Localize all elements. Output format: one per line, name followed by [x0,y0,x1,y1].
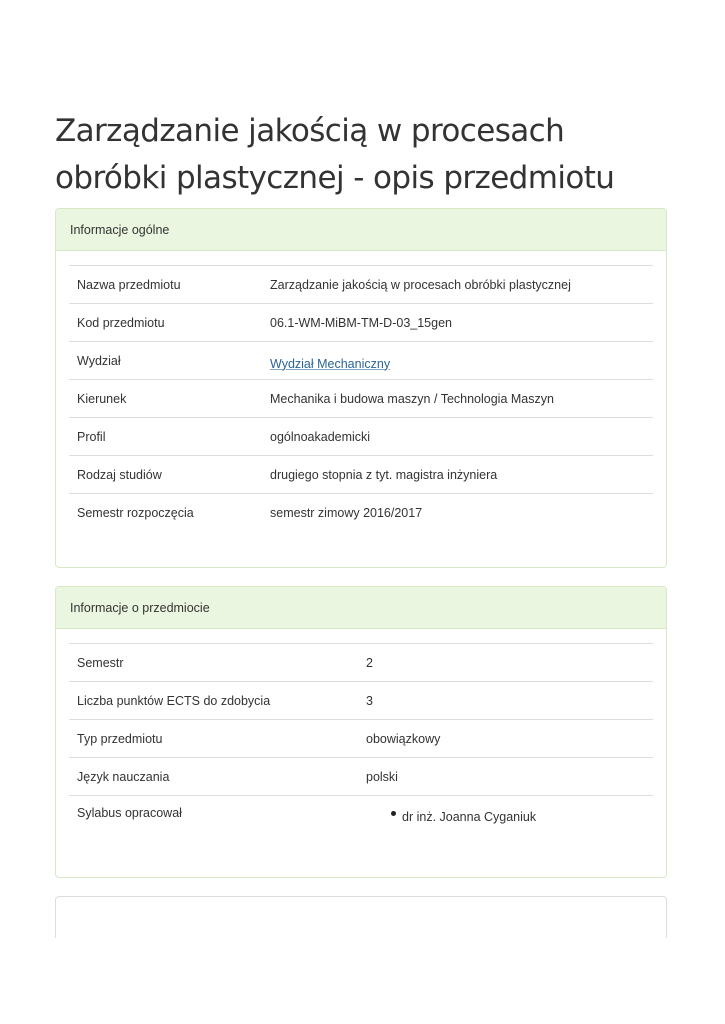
table-row [69,494,653,532]
general-info-table [69,265,653,532]
row-value: drugiego stopnia z tyt. magistra inżyniera [262,456,653,494]
table-row [69,644,653,682]
row-label: Typ przedmiotu [69,720,358,758]
next-panel [55,896,667,938]
table-row [69,266,653,304]
row-value: obowiązkowy [358,720,653,758]
row-value: Zarządzanie jakością w procesach obróbki plastycznej [262,266,653,304]
faculty-link[interactable]: Wydział Mechaniczny [270,356,391,371]
page-title: Zarządzanie jakością w procesach obróbki plastycznej - opis przedmiotu [55,113,615,196]
course-info-panel [55,586,667,878]
row-label: Język nauczania [69,758,358,796]
table-row [69,682,653,720]
table-row [69,418,653,456]
row-value: ogólnoakademicki [262,418,653,456]
general-info-heading: Informacje ogólne [56,209,666,251]
table-row [69,304,653,342]
table-row [69,720,653,758]
row-label: Kierunek [69,380,262,418]
table-row [69,380,653,418]
table-row [69,342,653,380]
general-info-panel [55,208,667,568]
row-label: Semestr [69,644,358,682]
row-value [358,796,653,834]
row-value [262,342,653,380]
list-item: dr inż. Joanna Cyganiuk [402,810,645,824]
row-value: semestr zimowy 2016/2017 [262,494,653,532]
row-value: Mechanika i budowa maszyn / Technologia Maszyn [262,380,653,418]
table-row [69,758,653,796]
course-info-body [56,629,666,834]
row-label: Kod przedmiotu [69,304,262,342]
row-value: 06.1-WM-MiBM-TM-D-03_15gen [262,304,653,342]
row-label: Profil [69,418,262,456]
row-label: Sylabus opracował [69,796,358,834]
row-value: 2 [358,644,653,682]
row-value: 3 [358,682,653,720]
course-info-table [69,643,653,834]
syllabus-authors-list [366,810,645,824]
row-label: Nazwa przedmiotu [69,266,262,304]
row-label: Wydział [69,342,262,380]
row-label: Semestr rozpoczęcia [69,494,262,532]
row-label: Rodzaj studiów [69,456,262,494]
general-info-body [56,251,666,532]
table-row [69,456,653,494]
row-label: Liczba punktów ECTS do zdobycia [69,682,358,720]
table-row [69,796,653,834]
row-value: polski [358,758,653,796]
course-info-heading: Informacje o przedmiocie [56,587,666,629]
